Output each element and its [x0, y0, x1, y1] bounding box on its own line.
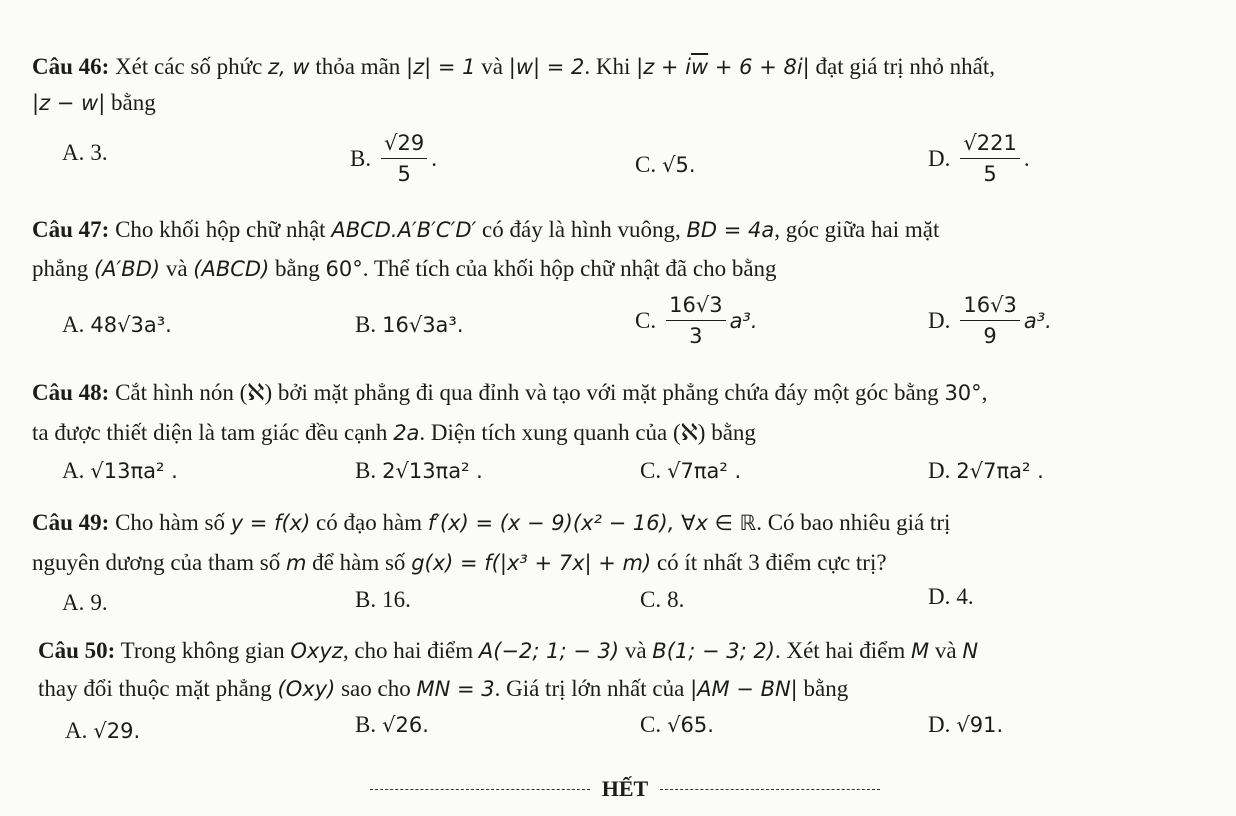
fraction-numerator: √221 — [960, 130, 1019, 159]
fraction-denominator: 5 — [983, 162, 997, 186]
q50-text: , cho hai điểm — [342, 638, 474, 663]
option-label: D. — [928, 458, 951, 483]
q47-math: (A′BD) — [93, 257, 161, 281]
q47-text: Cho khối hộp chữ nhật — [115, 217, 326, 242]
q49-option-a[interactable] — [62, 588, 108, 618]
q48-math: 30° — [944, 381, 982, 405]
option-value: 2√13πa² . — [382, 459, 483, 483]
q47-text: bằng — [275, 256, 320, 281]
q47-math: 60° — [325, 257, 363, 281]
q50-option-b[interactable] — [355, 710, 429, 740]
option-value: 16. — [382, 587, 411, 612]
q46-option-d[interactable] — [928, 130, 1030, 187]
fraction — [666, 292, 725, 349]
q50-text: bằng — [803, 676, 849, 701]
q50-text: sao cho — [341, 676, 411, 701]
q50-math: M — [911, 639, 930, 663]
q49-text: để hàm số — [312, 550, 406, 575]
q50-math: A(−2; 1; − 3) — [478, 639, 620, 663]
q49-text: nguyên dương của tham số — [32, 550, 281, 575]
q46-math: |z − w| — [32, 91, 106, 115]
q50-option-a[interactable] — [65, 716, 140, 746]
option-value: 48√3a³. — [90, 313, 172, 337]
q48-text: ta được thiết diện là tam giác đều cạnh — [32, 420, 388, 445]
q46-line2 — [32, 88, 156, 118]
q46-text: thỏa mãn — [315, 54, 401, 79]
q47-label: Câu 47: — [32, 217, 110, 242]
option-value: √26. — [382, 713, 429, 737]
q49-math: f′(x) = (x − 9)(x² − 16), ∀x ∈ ℝ — [427, 511, 757, 535]
q50-text: và — [934, 638, 957, 663]
q48-text: Cắt hình nón (ℵ) bởi mặt phẳng đi qua đỉnh và tạo với mặt phẳng chứa đáy một góc bằng — [115, 380, 939, 405]
fraction — [960, 130, 1019, 187]
q50-text: và — [624, 638, 647, 663]
q50-math: MN = 3 — [416, 677, 495, 701]
option-label: D. — [928, 712, 951, 737]
q47-text: có đáy là hình vuông, — [482, 217, 681, 242]
option-label: A. — [62, 590, 85, 615]
q50-text: thay đổi thuộc mặt phẳng — [38, 676, 272, 701]
option-value: 8. — [667, 587, 685, 612]
q46-math: |z + i — [636, 55, 692, 79]
q49-option-c[interactable] — [640, 585, 684, 615]
q49-math: y = f(x) — [230, 511, 311, 535]
q49-option-b[interactable] — [355, 585, 411, 615]
option-label: D. — [928, 584, 951, 609]
option-label: B. — [350, 145, 372, 171]
q47-text: phẳng — [32, 256, 89, 281]
q47-text: , góc giữa hai mặt — [774, 217, 940, 242]
option-label: A. — [62, 312, 85, 337]
option-value: 4. — [956, 584, 974, 609]
q48-option-a[interactable] — [62, 456, 178, 486]
option-tail: . — [431, 145, 437, 171]
option-value: 3. — [90, 140, 108, 165]
q46-text: đạt giá trị nhỏ nhất, — [815, 54, 995, 79]
q50-math: N — [962, 639, 979, 663]
option-value: √13πa² . — [90, 459, 178, 483]
q49-math: m — [285, 551, 307, 575]
q46-math: z, w — [268, 55, 310, 79]
q46-option-a[interactable] — [62, 138, 108, 168]
q46-option-c[interactable] — [635, 150, 696, 180]
fraction-numerator: 16√3 — [960, 292, 1019, 321]
q46-text: . Khi — [584, 54, 631, 79]
option-label: D. — [928, 145, 951, 171]
q47-text: và — [165, 256, 188, 281]
option-label: C. — [635, 307, 657, 333]
q50-option-d[interactable] — [928, 710, 1003, 740]
q49-line1 — [32, 508, 950, 538]
q48-line1 — [32, 378, 987, 408]
fraction-numerator: 16√3 — [666, 292, 725, 321]
option-label: A. — [62, 458, 85, 483]
fraction-denominator: 3 — [689, 324, 703, 348]
option-label: C. — [640, 712, 662, 737]
q50-option-c[interactable] — [640, 710, 714, 740]
option-value: √5. — [662, 153, 696, 177]
option-label: B. — [355, 712, 377, 737]
q46-math: + 6 + 8i| — [708, 55, 810, 79]
q49-math: g(x) = f(|x³ + 7x| + m) — [411, 551, 652, 575]
q47-option-b[interactable] — [355, 310, 464, 340]
option-label: C. — [640, 458, 662, 483]
q46-math: |z| = 1 — [406, 55, 476, 79]
q50-math: Oxyz — [290, 639, 343, 663]
option-tail: a³. — [1023, 308, 1052, 333]
option-value: √7πa² . — [667, 459, 742, 483]
q47-math: ABCD.A′B′C′D′ — [331, 218, 477, 242]
q46-label: Câu 46: — [32, 54, 110, 79]
q48-option-b[interactable] — [355, 456, 483, 486]
q48-text: , — [981, 380, 988, 405]
option-label: A. — [65, 718, 88, 743]
q46-text: và — [481, 54, 503, 79]
option-label: B. — [355, 587, 377, 612]
q50-text: Trong không gian — [120, 638, 285, 663]
q47-option-a[interactable] — [62, 310, 172, 340]
q50-text: . Xét hai điểm — [774, 638, 906, 663]
option-value: √91. — [956, 713, 1004, 737]
q48-label: Câu 48: — [32, 380, 110, 405]
option-value: 9. — [90, 590, 108, 615]
q47-text: . Thể tích của khối hộp chữ nhật đã cho bằng — [362, 256, 777, 281]
q48-math: 2a — [393, 421, 420, 445]
q50-math: (Oxy) — [277, 677, 336, 701]
option-value: 2√7πa² . — [956, 459, 1044, 483]
q49-text: có ít nhất 3 điểm cực trị? — [656, 550, 887, 575]
fraction — [381, 130, 427, 187]
divider — [660, 789, 880, 790]
option-value: 16√3a³. — [382, 313, 464, 337]
q50-label: Câu 50: — [38, 638, 116, 663]
q47-math: BD = 4a — [686, 218, 775, 242]
option-label: B. — [355, 312, 377, 337]
q50-math: B(1; − 3; 2) — [652, 639, 775, 663]
option-label: A. — [62, 140, 85, 165]
q49-option-d[interactable] — [928, 582, 974, 612]
fraction-denominator: 5 — [397, 162, 411, 186]
q48-text: . Diện tích xung quanh của (ℵ) bằng — [419, 420, 756, 445]
q47-line2 — [32, 254, 777, 284]
q47-math: (ABCD) — [193, 257, 270, 281]
q46-math-conj: $\overline{w}$ — [691, 55, 709, 79]
q49-label: Câu 49: — [32, 510, 110, 535]
option-value: √29. — [93, 719, 141, 743]
fraction-numerator: √29 — [381, 130, 427, 159]
fraction — [960, 292, 1019, 349]
option-tail: . — [1023, 145, 1030, 171]
q49-line2 — [32, 548, 887, 578]
q48-line2 — [32, 418, 756, 448]
option-tail: a³. — [729, 308, 758, 333]
option-label: D. — [928, 307, 951, 333]
q50-line2 — [38, 674, 848, 704]
option-label: C. — [640, 587, 662, 612]
q47-line1 — [32, 215, 939, 245]
q47-option-c[interactable] — [635, 292, 758, 349]
q50-text: . Giá trị lớn nhất của — [494, 676, 685, 701]
q50-line1 — [38, 636, 978, 666]
q46-text: bằng — [111, 90, 156, 115]
q49-text: . Có bao nhiêu giá trị — [756, 510, 951, 535]
option-value: √65. — [667, 713, 714, 737]
q47-option-d[interactable] — [928, 292, 1052, 349]
q46-option-b[interactable] — [350, 130, 437, 187]
option-label: C. — [635, 152, 657, 177]
q46-line1 — [32, 52, 995, 82]
end-label: HẾT — [601, 776, 649, 801]
q50-math: |AM − BN| — [690, 677, 798, 701]
fraction-denominator: 9 — [983, 324, 997, 348]
divider — [370, 789, 590, 790]
option-label: B. — [355, 458, 377, 483]
q46-text: Xét các số phức — [115, 54, 263, 79]
q49-text: có đạo hàm — [316, 510, 423, 535]
end-marker — [370, 776, 880, 802]
q48-option-d[interactable] — [928, 456, 1044, 486]
q46-math: |w| = 2 — [508, 55, 585, 79]
q49-text: Cho hàm số — [115, 510, 225, 535]
q48-option-c[interactable] — [640, 456, 741, 486]
